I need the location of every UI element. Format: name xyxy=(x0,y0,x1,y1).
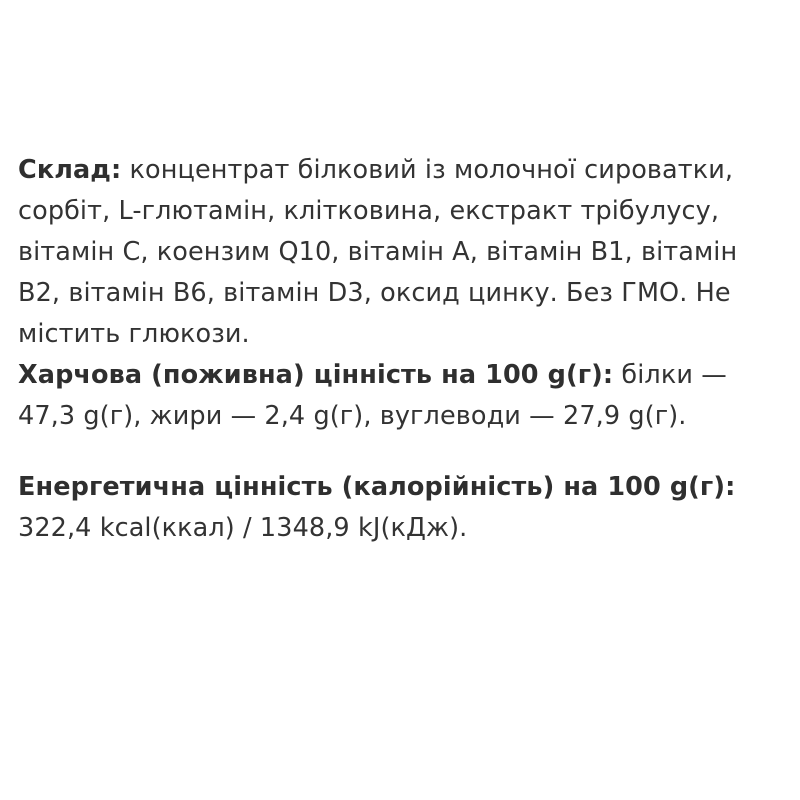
energy-label: Енергетична цінність (калорійність) на 100 g(г): xyxy=(18,472,736,502)
energy-paragraph xyxy=(18,467,740,549)
paragraph-spacer xyxy=(18,437,740,467)
ingredients-text: концентрат білковий із молочної сироватки, сорбіт, L-глютамін, клітковина, екстракт трібулусу, вітамін C, коензим Q10, вітамін A, вітамін B1, вітамін B2, вітамін B6, вітамін D3, оксид цинку. Без ГМО. Не містить глюкози. xyxy=(18,155,738,349)
nutrition-text: білки — 47,3 g(г), жири — 2,4 g(г), вуглеводи — 27,9 g(г). xyxy=(18,360,727,431)
nutrition-paragraph xyxy=(18,355,740,437)
ingredients-label: Склад: xyxy=(18,155,122,185)
ingredients-paragraph xyxy=(18,150,740,355)
nutrition-label: Харчова (поживна) цінність на 100 g(г): xyxy=(18,360,614,390)
energy-text: 322,4 kcal(ккал) / 1348,9 kJ(кДж). xyxy=(18,513,468,543)
